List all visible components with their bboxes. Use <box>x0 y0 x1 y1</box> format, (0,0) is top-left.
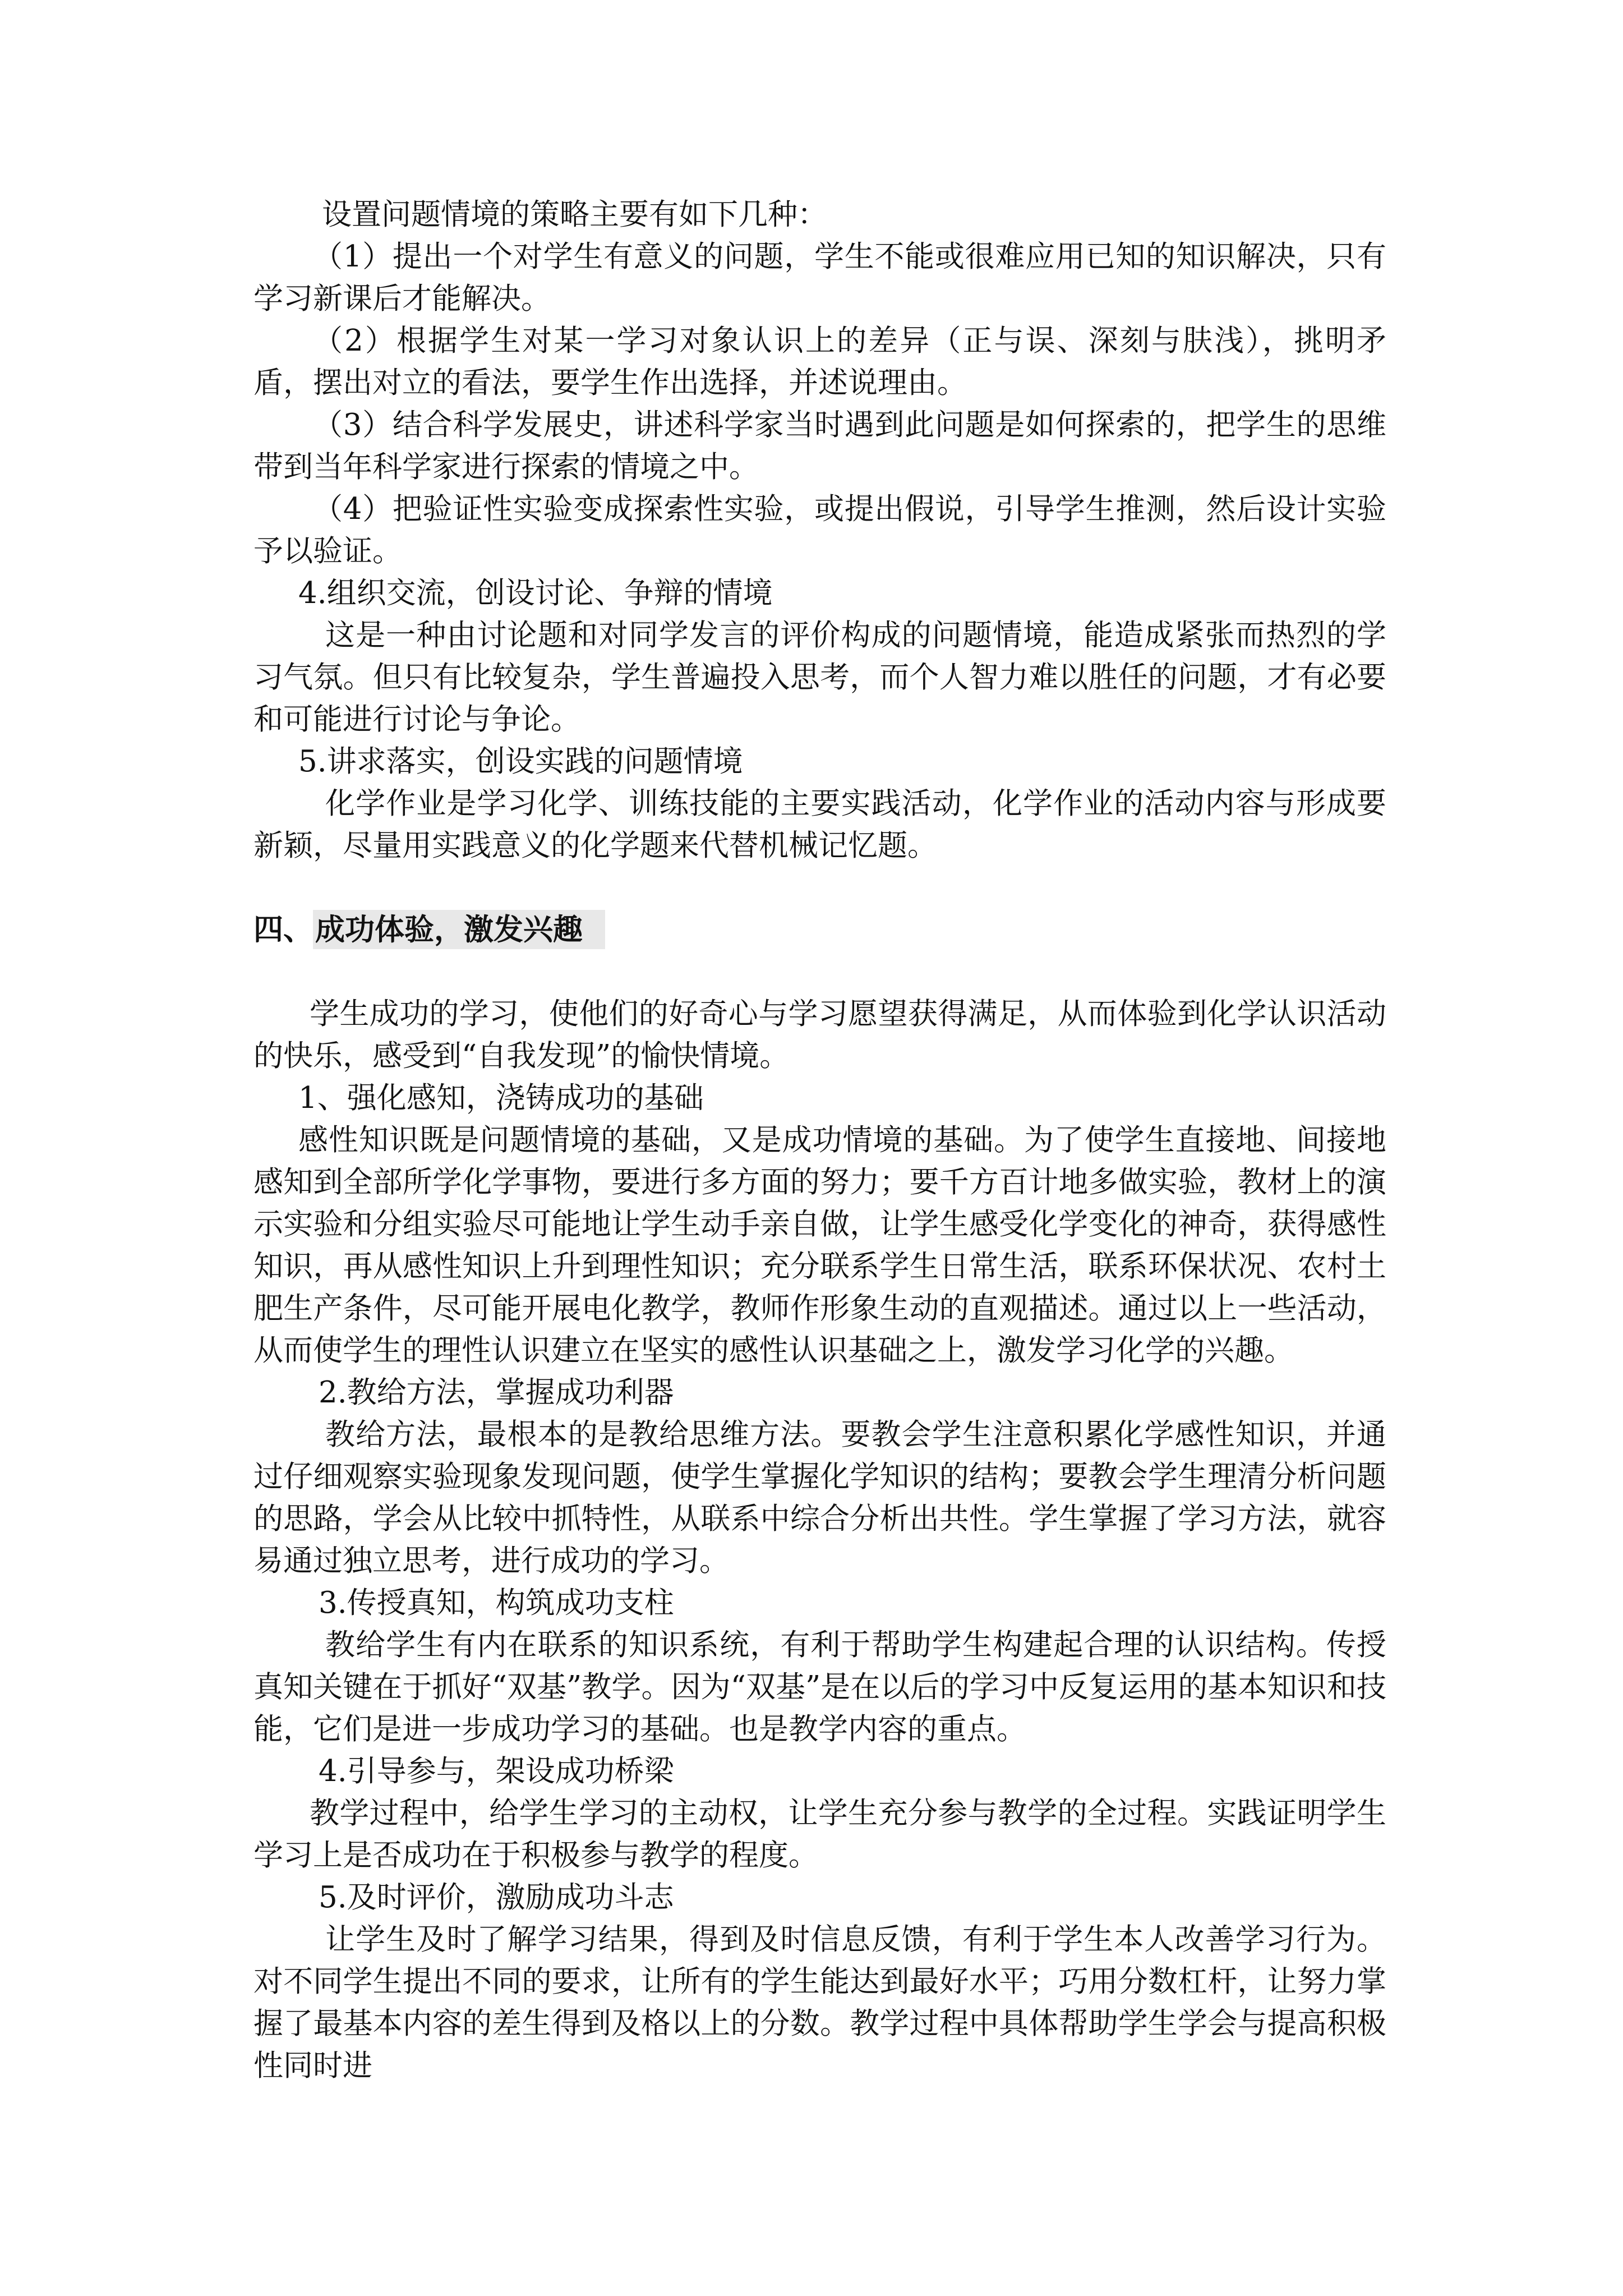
paragraph: 学生成功的学习，使他们的好奇心与学习愿望获得满足，从而体验到化学认识活动的快乐，感受到“自我发现”的愉快情境。 <box>253 997 1386 1073</box>
paragraph: 让学生及时了解学习结果，得到及时信息反馈，有利于学生本人改善学习行为。对不同学生提出不同的要求，让所有的学生能达到最好水平；巧用分数杠杆，让努力掌握了最基本内容的差生得到及格以上的分数。教学过程中具体帮助学生学会与提高积极性同时进 <box>253 1922 1386 2083</box>
paragraph: （1）提出一个对学生有意义的问题，学生不能或很难应用已知的知识解决，只有学习新课后才能解决。 <box>253 240 1386 316</box>
section-heading-prefix: 四、 <box>253 912 313 947</box>
section-heading-highlighted: 成功体验，激发兴趣 <box>313 910 605 949</box>
subheading: 2.教给方法，掌握成功利器 <box>319 1375 674 1410</box>
subheading: 1、强化感知，浇铸成功的基础 <box>298 1081 704 1115</box>
paragraph: （3）结合科学发展史，讲述科学家当时遇到此问题是如何探索的，把学生的思维带到当年科学家进行探索的情境之中。 <box>253 408 1386 484</box>
section-heading <box>253 909 1386 951</box>
subheading: 4.组织交流，创设讨论、争辩的情境 <box>298 576 773 610</box>
paragraph: （4）把验证性实验变成探索性实验，或提出假说，引导学生推测，然后设计实验予以验证。 <box>253 492 1386 568</box>
paragraph: 化学作业是学习化学、训练技能的主要实践活动，化学作业的活动内容与形成要新颖，尽量用实践意义的化学题来代替机械记忆题。 <box>253 786 1386 863</box>
paragraph: 这是一种由讨论题和对同学发言的评价构成的问题情境，能造成紧张而热烈的学习气氛。但只有比较复杂，学生普遍投入思考，而个人智力难以胜任的问题，才有必要和可能进行讨论与争论。 <box>253 618 1386 737</box>
document-page <box>253 194 1386 2087</box>
subheading: 4.引导参与，架设成功桥梁 <box>319 1754 674 1788</box>
paragraph: 教给学生有内在联系的知识系统，有利于帮助学生构建起合理的认识结构。传授真知关键在于抓好“双基”教学。因为“双基”是在以后的学习中反复运用的基本知识和技能，它们是进一步成功学习的基础。也是教学内容的重点。 <box>253 1628 1386 1746</box>
paragraph: 感性知识既是问题情境的基础，又是成功情境的基础。为了使学生直接地、间接地感知到全部所学化学事物，要进行多方面的努力；要千方百计地多做实验，教材上的演示实验和分组实验尽可能地让学生动手亲自做，让学生感受化学变化的神奇，获得感性知识，再从感性知识上升到理性知识；充分联系学生日常生活，联系环保状况、农村土肥生产条件，尽可能开展电化教学，教师作形象生动的直观描述。通过以上一些活动，从而使学生的理性认识建立在坚实的感性认识基础之上，激发学习化学的兴趣。 <box>253 1123 1386 1368</box>
paragraph: 教给方法，最根本的是教给思维方法。要教会学生注意积累化学感性知识，并通过仔细观察实验现象发现问题，使学生掌握化学知识的结构；要教会学生理清分析问题的思路，学会从比较中抓特性，从联系中综合分析出共性。学生掌握了学习方法，就容易通过独立思考，进行成功的学习。 <box>253 1418 1386 1578</box>
paragraph: （2）根据学生对某一学习对象认识上的差异（正与误、深刻与肤浅），挑明矛盾，摆出对立的看法，要学生作出选择，并述说理由。 <box>253 324 1386 400</box>
paragraph: 设置问题情境的策略主要有如下几种： <box>322 197 827 232</box>
paragraph: 教学过程中，给学生学习的主动权，让学生充分参与教学的全过程。实践证明学生学习上是否成功在于积极参与教学的程度。 <box>253 1796 1386 1872</box>
subheading: 3.传授真知，构筑成功支柱 <box>319 1586 674 1620</box>
subheading: 5.及时评价，激励成功斗志 <box>319 1880 674 1915</box>
subheading: 5.讲求落实，创设实践的问题情境 <box>298 744 743 779</box>
